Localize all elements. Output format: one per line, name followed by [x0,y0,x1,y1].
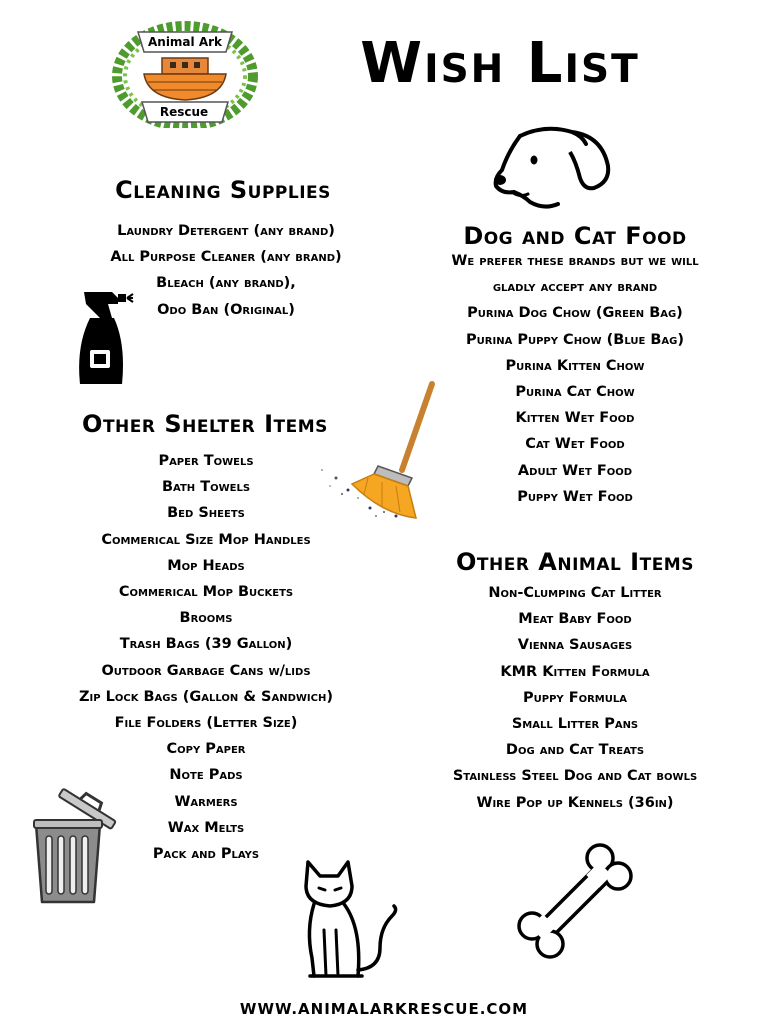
food-intro-line: gladly accept any brand [492,279,658,296]
list-item: Outdoor Garbage Cans w/lids [101,662,311,679]
list-item: Wax Melts [167,819,245,836]
list-item: Brooms [179,610,233,627]
list-item: All Purpose Cleaner (any brand) [110,249,342,266]
list-item: Warmers [174,793,238,810]
list-item: Bleach (any brand), [156,275,296,292]
list-item: Purina Dog Chow (Green Bag) [467,305,683,322]
list-item: Purina Cat Chow [515,384,635,401]
cleaning-heading: Cleaning Supplies [115,176,331,204]
list-item: Commerical Size Mop Handles [101,531,311,548]
list-item: Kitten Wet Food [515,410,635,427]
shelter-heading: Other Shelter Items [82,410,328,438]
list-item: Non-Clumping Cat Litter [488,585,662,601]
list-item: Vienna Sausages [517,637,633,654]
cat-icon [300,858,400,984]
logo-bottom-text: Rescue [159,105,209,119]
list-item: Puppy Formula [523,689,627,706]
website-footer[interactable]: WWW.ANIMALARKRESCUE.COM [239,1000,529,1018]
list-item: Wire Pop up Kennels (36in) [476,794,674,811]
list-item: Odo Ban (Original) [157,301,295,318]
list-item: Bed Sheets [167,505,245,522]
animal-heading: Other Animal Items [456,548,694,576]
list-item: Puppy Wet Food [517,488,633,505]
list-item: KMR Kitten Formula [500,663,650,680]
list-item: Adult Wet Food [517,462,633,479]
animal-ark-logo [110,18,260,128]
list-item: Trash Bags (39 Gallon) [119,636,293,653]
list-item: Purina Puppy Chow (Blue Bag) [466,331,684,348]
page-title: Wish List [360,31,640,96]
dog-icon [490,122,615,214]
list-item: Copy Paper [166,741,246,758]
list-item: Bath Towels [161,479,251,496]
list-item: Mop Heads [167,557,245,574]
list-item: Small Litter Pans [511,716,639,733]
list-item: Purina Kitten Chow [505,357,645,374]
list-item: Dog and Cat Treats [505,742,645,759]
food-heading: Dog and Cat Food [463,222,687,250]
list-item: Meat Baby Food [518,611,632,628]
list-item: Cat Wet Food [525,436,625,453]
bone-icon [512,838,638,964]
list-item: Commerical Mop Buckets [118,584,294,601]
food-intro-line: We prefer these brands but we will [451,253,699,269]
list-item: Stainless Steel Dog and Cat bowls [452,768,698,785]
list-item: Paper Towels [158,453,254,469]
trash-can-icon [30,786,122,904]
list-item: Note Pads [169,767,243,784]
list-item: File Folders (Letter Size) [114,715,298,732]
list-item: Laundry Detergent (any brand) [117,223,335,239]
animal-list [400,580,750,816]
food-list [400,248,750,510]
list-item: Pack and Plays [152,846,260,863]
list-item: Zip Lock Bags (Gallon & Sandwich) [79,688,333,705]
spray-bottle-icon [74,288,134,386]
logo-top-text: Animal Ark [147,35,223,49]
